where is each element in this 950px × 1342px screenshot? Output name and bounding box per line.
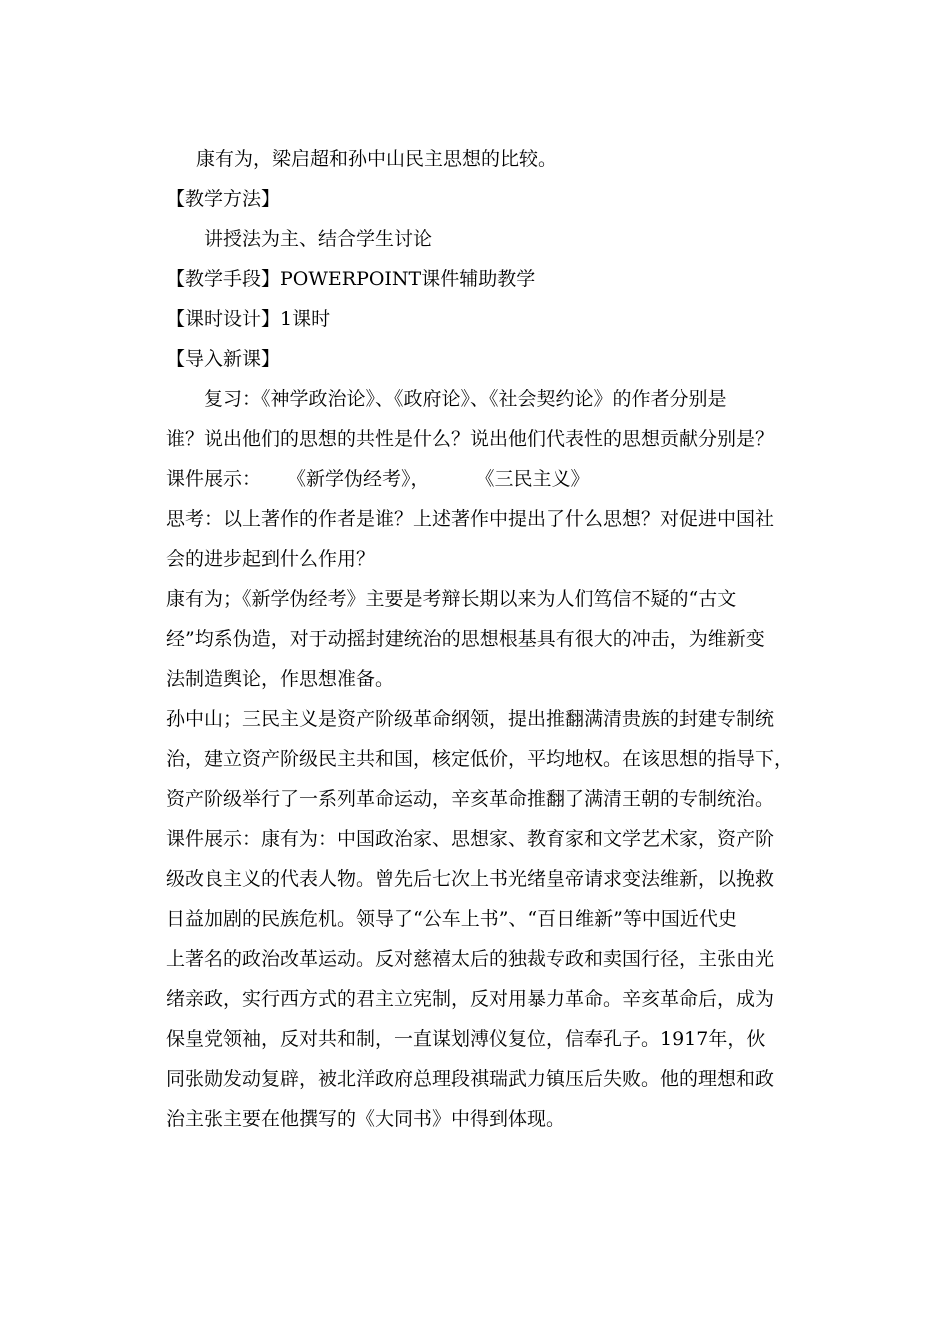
display-book-2: 《三民主义》: [475, 468, 590, 490]
hours-line: 【课时设计】1课时: [166, 308, 331, 330]
review-line-1: 复习：《神学政治论》、《政府论》、《社会契约论》的作者分别是: [204, 388, 727, 410]
bio-line-1: 课件展示：康有为：中国政治家、思想家、教育家和文学艺术家，资产阶: [166, 828, 775, 850]
tools-line: 【教学手段】POWERPOINT课件辅助教学: [166, 268, 536, 290]
think-line-1: 思考：以上著作的作者是谁？上述著作中提出了什么思想？对促进中国社: [166, 508, 775, 530]
kang-line-1: 康有为；《新学伪经考》主要是考辩长期以来为人们笃信不疑的“古文: [166, 588, 737, 610]
display-label: 课件展示：: [166, 468, 262, 490]
bio-line-5: 绪亲政，实行西方式的君主立宪制，反对用暴力革命。辛亥革命后，成为: [166, 988, 775, 1010]
intro-heading: 【导入新课】: [166, 348, 281, 370]
content-intro: 康有为，梁启超和孙中山民主思想的比较。: [196, 148, 558, 170]
bio-line-2: 级改良主义的代表人物。曾先后七次上书光绪皇帝请求变法维新，以挽救: [166, 868, 775, 890]
review-line-2: 谁？说出他们的思想的共性是什么？说出他们代表性的思想贡献分别是？: [166, 428, 775, 450]
method-heading: 【教学方法】: [166, 188, 281, 210]
document-body: [166, 139, 806, 1139]
sun-line-3: 资产阶级举行了一系列革命运动，辛亥革命推翻了满清王朝的专制统治。: [166, 788, 775, 810]
kang-line-2: 经”均系伪造，对于动摇封建统治的思想根基具有很大的冲击，为维新变: [166, 628, 765, 650]
bio-line-6: 保皇党领袖，反对共和制，一直谋划溥仪复位，信奉孔子。1917年，伙: [166, 1028, 766, 1050]
display-line: [166, 459, 806, 499]
bio-line-7: 同张勋发动复辟，被北洋政府总理段祺瑞武力镇压后失败。他的理想和政: [166, 1068, 775, 1090]
method-text: 讲授法为主、结合学生讨论: [204, 228, 433, 250]
display-book-1: 《新学伪经考》，: [287, 468, 430, 490]
sun-line-1: 孙中山；三民主义是资产阶级革命纲领，提出推翻满清贵族的封建专制统: [166, 708, 775, 730]
bio-line-8: 治主张主要在他撰写的《大同书》中得到体现。: [166, 1108, 566, 1130]
bio-line-4: 上著名的政治改革运动。反对慈禧太后的独裁专政和卖国行径，主张由光: [166, 948, 775, 970]
think-line-2: 会的进步起到什么作用？: [166, 548, 376, 570]
sun-line-2: 治，建立资产阶级民主共和国，核定低价，平均地权。在该思想的指导下，: [166, 748, 794, 770]
bio-line-3: 日益加剧的民族危机。领导了“公车上书”、“百日维新”等中国近代史: [166, 908, 737, 930]
kang-line-3: 法制造舆论，作思想准备。: [166, 668, 395, 690]
